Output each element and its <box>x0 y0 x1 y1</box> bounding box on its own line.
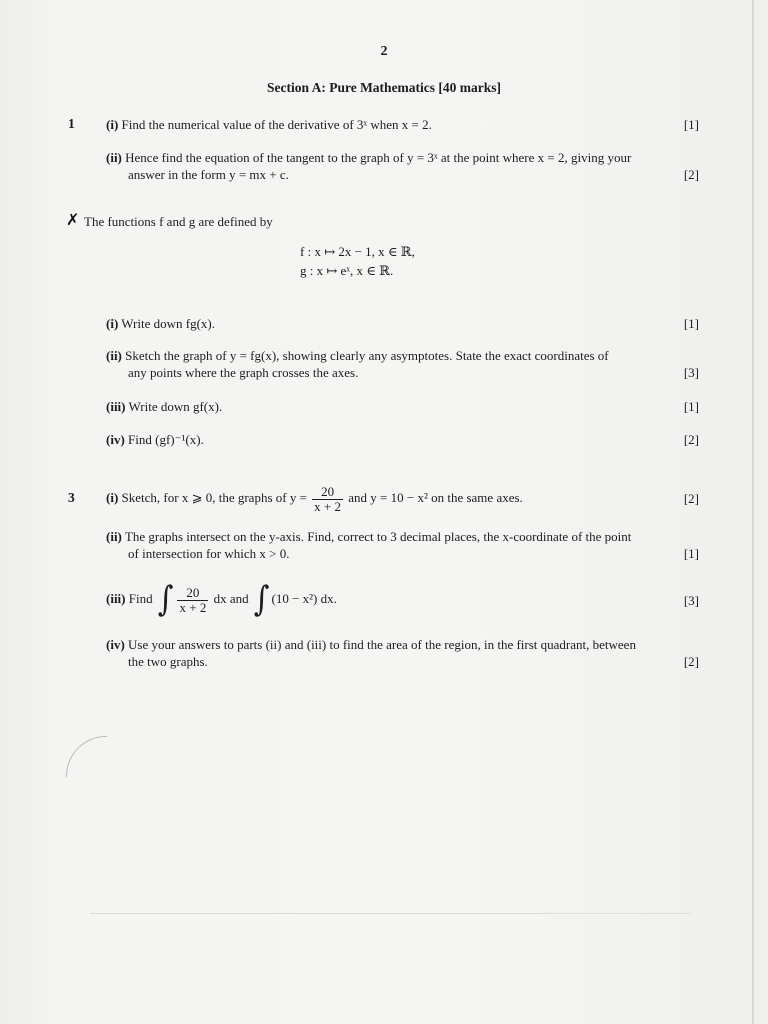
part-text-line1: Hence find the equation of the tangent to the graph of y = 3ˣ at the point where x = 2, giving your <box>125 150 632 165</box>
marks: [2] <box>683 491 699 506</box>
fraction-denominator: x + 2 <box>179 599 207 615</box>
fraction <box>177 586 208 615</box>
fraction <box>312 485 343 514</box>
part-text: Find (gf)⁻¹(x). <box>128 432 204 447</box>
intro-text: The functions f and g are defined by <box>84 214 273 229</box>
q2-part-ii <box>106 347 699 381</box>
integral-sign: ∫ <box>157 579 174 620</box>
marks: [1] <box>683 316 699 331</box>
q1-part-i <box>106 116 699 133</box>
q2-part-iii <box>106 398 699 415</box>
part-text-line2: of intersection for which x > 0. <box>128 546 290 561</box>
page-edge <box>752 0 754 1024</box>
marks: [3] <box>683 593 699 608</box>
page-number: 2 <box>380 44 388 59</box>
part-label: (iv) <box>106 637 125 652</box>
part-text-pre: Find <box>128 591 153 606</box>
part-text-mid: dx and <box>213 591 249 606</box>
part-text-line2: any points where the graph crosses the axes. <box>128 365 359 380</box>
part-text-pre: Sketch, for x ⩾ 0, the graphs of y = <box>121 490 307 505</box>
part-label: (i) <box>106 117 119 132</box>
part-text-post: and y = 10 − x² on the same axes. <box>348 490 523 505</box>
fraction-numerator: 20 <box>312 485 343 500</box>
section-title: Section A: Pure Mathematics [40 marks] <box>266 80 502 95</box>
q3-part-iv <box>106 636 699 670</box>
fraction-numerator: 20 <box>177 586 208 601</box>
q3-part-iii <box>106 578 699 622</box>
part-text-line1: The graphs intersect on the y-axis. Find, correct to 3 decimal places, the x-coordinate of the point <box>124 529 632 544</box>
question-1-number: 1 <box>68 116 75 131</box>
q2-part-iv <box>106 431 699 448</box>
part-label: (ii) <box>106 150 122 165</box>
question-3-number: 3 <box>68 490 75 505</box>
q1-part-ii <box>106 149 699 183</box>
marks: [1] <box>683 399 699 414</box>
function-definitions <box>300 242 415 280</box>
part-text-line2: answer in the form y = mx + c. <box>128 167 289 182</box>
part-label: (ii) <box>106 348 122 363</box>
part-label: (ii) <box>106 529 122 544</box>
fraction-denominator: x + 2 <box>314 498 342 514</box>
definition-g: g : x ↦ eˣ, x ∈ ℝ. <box>300 263 394 278</box>
part-label: (i) <box>106 490 119 505</box>
marks: [2] <box>683 432 699 447</box>
part-label: (i) <box>106 316 119 331</box>
show-through-line <box>90 913 690 914</box>
part-text-line1: Sketch the graph of y = fg(x), showing clearly any asymptotes. State the exact coordinates of <box>125 348 609 363</box>
definition-f: f : x ↦ 2x − 1, x ∈ ℝ, <box>300 244 415 259</box>
q3-part-i <box>106 480 699 518</box>
part-label: (iii) <box>106 591 126 606</box>
marks: [3] <box>683 365 699 380</box>
marks: [1] <box>683 546 699 561</box>
marks: [1] <box>683 117 699 132</box>
marks: [2] <box>683 654 699 669</box>
part-label: (iii) <box>106 399 126 414</box>
handwritten-cross-mark: ✗ <box>66 210 80 229</box>
q2-intro <box>84 213 677 230</box>
part-text-line2: the two graphs. <box>128 654 208 669</box>
page-fold-mark <box>66 736 107 777</box>
part-text-line1: Use your answers to parts (ii) and (iii) to find the area of the region, in the first quadrant, between <box>128 637 636 652</box>
q3-part-ii <box>106 528 699 562</box>
marks: [2] <box>683 167 699 182</box>
integral-sign: ∫ <box>253 579 270 620</box>
part-text: Find the numerical value of the derivative of 3ˣ when x = 2. <box>121 117 432 132</box>
q2-part-i <box>106 315 699 332</box>
part-text: Write down gf(x). <box>128 399 223 414</box>
part-text: Write down fg(x). <box>121 316 215 331</box>
part-label: (iv) <box>106 432 125 447</box>
part-text-post: (10 − x²) dx. <box>271 591 337 606</box>
